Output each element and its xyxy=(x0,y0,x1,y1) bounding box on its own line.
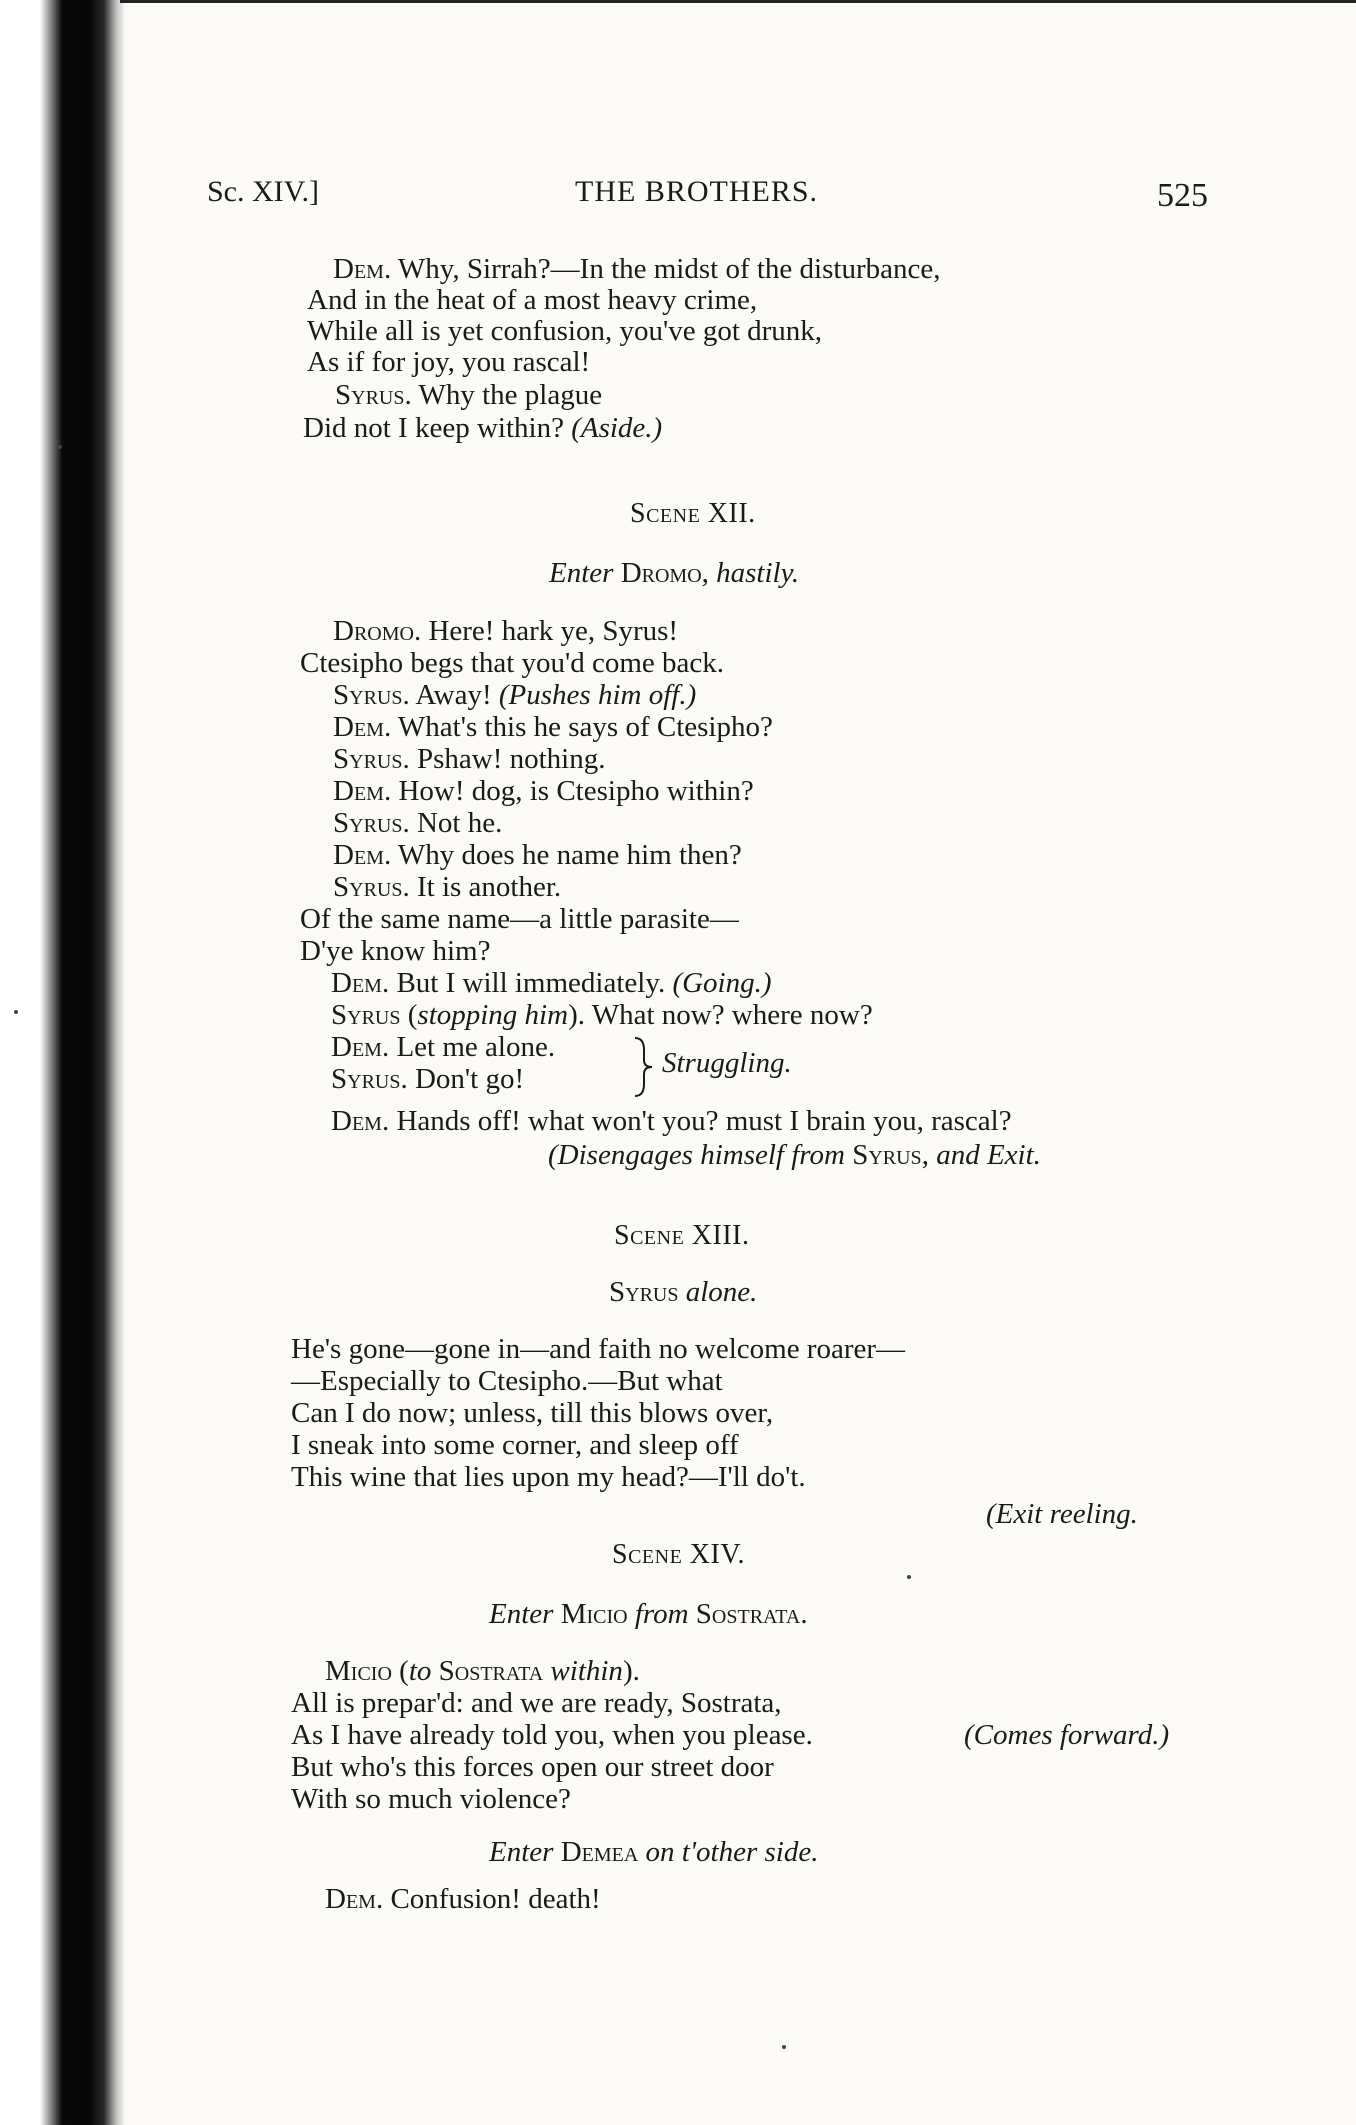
line-this-wine xyxy=(291,1460,806,1494)
line-dem-hands-off xyxy=(331,1104,1012,1138)
text-run: Can I do now; unless, till this blows over, xyxy=(291,1397,774,1429)
line-keep-within xyxy=(303,411,662,445)
line-syrus-plague xyxy=(335,378,602,412)
text-run: Syrus xyxy=(333,871,403,903)
line-syrus-another xyxy=(333,870,561,904)
text-run: Dem xyxy=(333,775,384,807)
text-run: Syrus xyxy=(333,743,403,775)
text-run: Syrus xyxy=(333,679,403,711)
text-run: . Let me alone. xyxy=(381,1031,556,1063)
book-spine-shadow xyxy=(0,0,125,2125)
line-dem-confusion xyxy=(325,1882,601,1916)
text-run: He's gone—gone in—and faith no welcome roarer— xyxy=(291,1333,906,1365)
text-run: alone. xyxy=(685,1276,758,1308)
stage-direction-exit-reeling xyxy=(986,1497,1138,1531)
stage-direction-comes-forward xyxy=(964,1718,1169,1752)
line-already-told xyxy=(291,1718,813,1752)
text-run: . What's this he says of Ctesipho? xyxy=(383,711,773,743)
text-run: This wine that lies upon my head?—I'll do't. xyxy=(291,1461,806,1493)
text-run: Scene XII. xyxy=(630,498,756,529)
text-run: Dem xyxy=(325,1883,376,1915)
stage-direction-struggling xyxy=(662,1046,792,1080)
line-confusion-drunk xyxy=(307,314,822,348)
line-who-forces xyxy=(291,1750,774,1784)
text-run: Dromo xyxy=(620,557,702,589)
text-run: But who's this forces open our street door xyxy=(291,1751,774,1783)
text-run: Did not I keep within? xyxy=(303,412,572,444)
line-dem-name-him xyxy=(333,838,742,872)
text-run: . Why, Sirrah?—In the midst of the disturbance, xyxy=(383,253,941,285)
text-run: and Exit. xyxy=(936,1139,1041,1171)
line-dromo-hark xyxy=(333,614,678,648)
page-number: 525 xyxy=(1157,177,1208,214)
text-run: . Don't go! xyxy=(400,1063,525,1095)
text-run: Micio xyxy=(325,1655,392,1687)
text-run: (Comes forward.) xyxy=(964,1719,1170,1751)
text-run: . Confusion! death! xyxy=(375,1883,601,1915)
line-syrus-dont-go xyxy=(331,1062,524,1096)
text-run: Enter xyxy=(489,1836,561,1868)
text-run: ( xyxy=(391,1655,409,1687)
text-run: (Pushes him off.) xyxy=(498,679,697,711)
text-run: hastily. xyxy=(716,557,800,589)
text-run: . Not he. xyxy=(402,807,503,839)
text-run: . Pshaw! nothing. xyxy=(402,743,606,775)
text-run: As if for joy, you rascal! xyxy=(307,346,591,378)
text-run: Scene XIII. xyxy=(614,1220,750,1251)
running-header xyxy=(0,175,1356,225)
text-run: Scene XIV. xyxy=(612,1539,745,1570)
scene-xiii-heading xyxy=(614,1219,749,1253)
text-run: from xyxy=(627,1598,696,1630)
scene-xii-heading xyxy=(630,497,756,531)
text-run: Syrus xyxy=(609,1276,679,1308)
text-run: Sostrata xyxy=(438,1655,544,1687)
text-run: —Especially to Ctesipho.—But what xyxy=(291,1365,723,1397)
text-run: . But I will immediately. xyxy=(381,967,673,999)
line-for-joy xyxy=(307,345,590,379)
text-run: I sneak into some corner, and sleep off xyxy=(291,1429,739,1461)
line-ctesipho-begs xyxy=(300,646,724,680)
line-dem-why-sirrah xyxy=(333,252,940,286)
text-run: (Exit reeling. xyxy=(986,1498,1138,1530)
text-run: Struggling. xyxy=(662,1047,792,1079)
text-run: Dem xyxy=(331,967,382,999)
text-run: Enter xyxy=(489,1598,561,1630)
scan-speck xyxy=(782,2045,786,2049)
text-run: Syrus xyxy=(852,1139,922,1171)
text-run: (Going.) xyxy=(672,967,772,999)
text-run: . Here! hark ye, Syrus! xyxy=(413,615,679,647)
line-can-i-do-now xyxy=(291,1396,773,1430)
page-title: THE BROTHERS. xyxy=(575,175,819,208)
text-run: to xyxy=(408,1655,439,1687)
text-run: stopping him xyxy=(417,999,569,1031)
scan-speck xyxy=(14,1010,18,1014)
text-run: . Hands off! what won't you? must I brain you, rascal? xyxy=(381,1105,1012,1137)
text-run: Dem xyxy=(333,839,384,871)
text-run: Dem xyxy=(331,1105,382,1137)
line-hes-gone xyxy=(291,1332,905,1366)
text-run: With so much violence? xyxy=(291,1783,571,1815)
line-dem-whats-this xyxy=(333,710,773,744)
scene-xiv-heading xyxy=(612,1538,745,1572)
page-top-edge xyxy=(120,0,1356,3)
text-run: Dem xyxy=(333,711,384,743)
line-syrus-away xyxy=(333,678,696,712)
line-know-him xyxy=(300,934,490,968)
text-run: Dem xyxy=(333,253,384,285)
text-run: Dem xyxy=(331,1031,382,1063)
text-run: Sostrata xyxy=(695,1598,801,1630)
text-run: Dromo xyxy=(333,615,414,647)
text-run: Of the same name—a little parasite— xyxy=(300,903,739,935)
text-run: Demea xyxy=(560,1836,639,1868)
line-sneak-into xyxy=(291,1428,739,1462)
line-syrus-not-he xyxy=(333,806,502,840)
text-run: (Aside.) xyxy=(571,412,663,444)
text-run: (Disengages himself from xyxy=(548,1139,853,1171)
scan-speck xyxy=(58,445,62,449)
text-run: ). xyxy=(622,1655,640,1687)
text-run: . Why does he name him then? xyxy=(383,839,742,871)
brace-icon xyxy=(632,1036,654,1098)
line-syrus-pshaw xyxy=(333,742,605,776)
text-run: . xyxy=(800,1598,808,1630)
line-dem-how-dog xyxy=(333,774,754,808)
line-dem-immediately xyxy=(331,966,772,1000)
text-run: Micio xyxy=(560,1598,628,1630)
line-heat-of-crime xyxy=(307,283,757,317)
text-run: ). What now? where now? xyxy=(568,999,873,1031)
text-run: Ctesipho begs that you'd come back. xyxy=(300,647,725,679)
section-reference: Sc. XIV.] xyxy=(207,175,319,208)
stage-direction-enter-dromo xyxy=(549,556,799,590)
text-run: . It is another. xyxy=(402,871,562,903)
line-dem-let-me-alone xyxy=(331,1030,555,1064)
text-run: on t'other side. xyxy=(638,1836,819,1868)
stage-direction-enter-demea xyxy=(489,1835,819,1869)
text-run: , xyxy=(701,557,717,589)
line-especially xyxy=(291,1364,723,1398)
line-all-is-prepard xyxy=(291,1686,782,1720)
text-run: Syrus xyxy=(335,379,405,411)
text-run: And in the heat of a most heavy crime, xyxy=(307,284,758,316)
stage-direction-enter-micio xyxy=(489,1597,808,1631)
text-run: As I have already told you, when you please. xyxy=(291,1719,813,1751)
text-run: . Why the plague xyxy=(404,379,603,411)
text-run: D'ye know him? xyxy=(300,935,491,967)
text-run: , xyxy=(921,1139,937,1171)
text-run: . How! dog, is Ctesipho within? xyxy=(383,775,754,807)
text-run: Syrus xyxy=(333,807,403,839)
text-run xyxy=(678,1276,685,1308)
text-run: Enter xyxy=(549,557,621,589)
text-run: While all is yet confusion, you've got drunk, xyxy=(307,315,823,347)
text-run: ( xyxy=(400,999,418,1031)
line-micio-to-sostrata xyxy=(325,1654,640,1688)
text-run: Syrus xyxy=(331,1063,401,1095)
line-syrus-stopping xyxy=(331,998,873,1032)
line-so-much-violence xyxy=(291,1782,571,1816)
line-same-name xyxy=(300,902,739,936)
text-run: . Away! xyxy=(402,679,499,711)
stage-direction-syrus-alone xyxy=(609,1275,757,1309)
text-run: Syrus xyxy=(331,999,401,1031)
text-run: All is prepar'd: and we are ready, Sostrata, xyxy=(291,1687,782,1719)
scan-speck xyxy=(907,1575,911,1579)
stage-direction-disengages xyxy=(548,1138,1041,1172)
text-run: within xyxy=(543,1655,623,1687)
